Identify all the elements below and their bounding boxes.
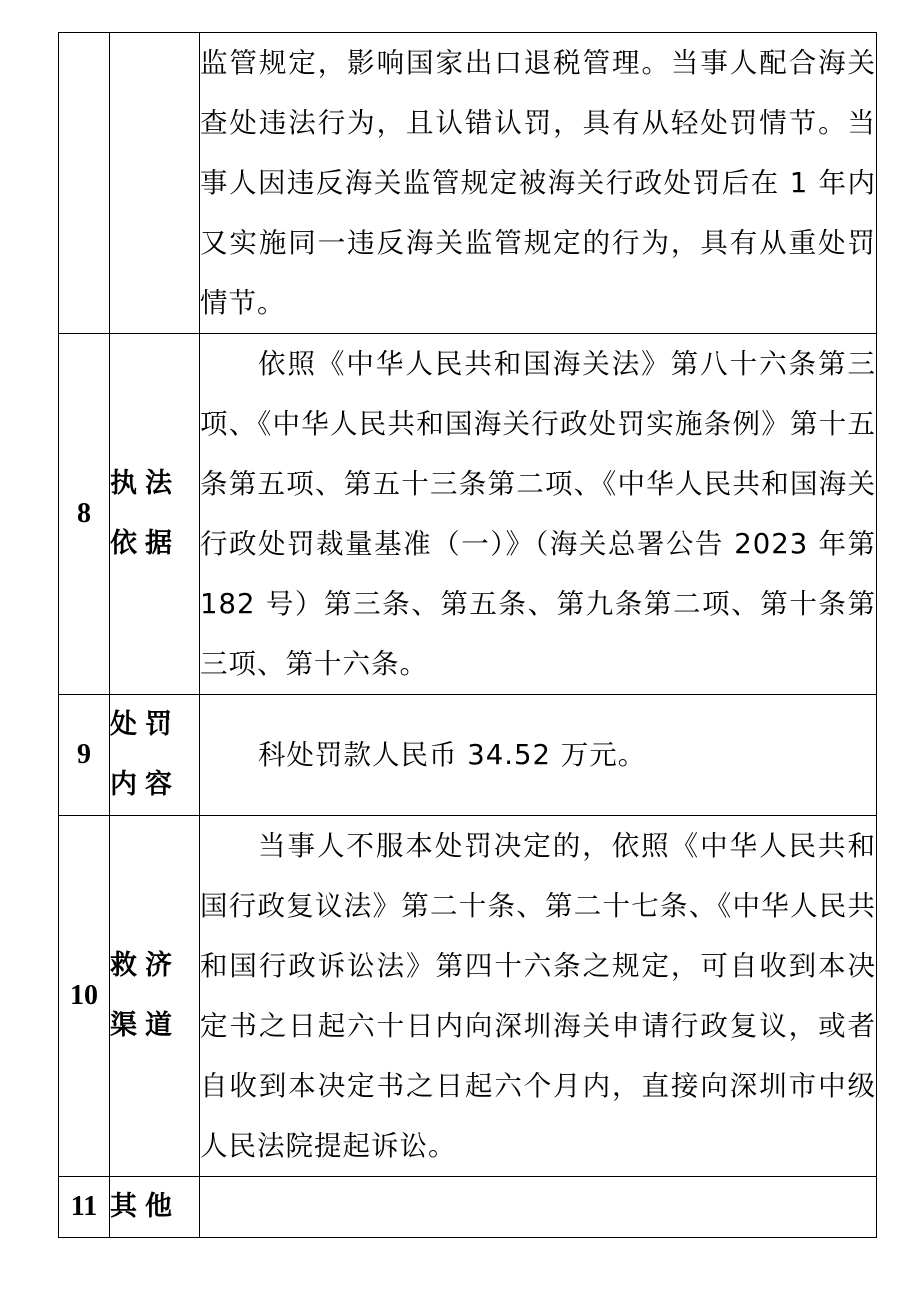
- row-content: 当事人不服本处罚决定的，依照《中华人民共和国行政复议法》第二十条、第二十七条、《中华人民共和国行政诉讼法》第四十六条之规定，可自收到本决定书之日起六十日内向深圳海关申请行政复议，或者自收到本决定书之日起六个月内，直接向深圳市中级人民法院提起诉讼。: [200, 816, 877, 1177]
- table-row-legal-basis: [59, 334, 877, 695]
- table-row-remedy-channel: [59, 816, 877, 1177]
- row-label: [110, 695, 200, 816]
- table-row-continued: [59, 33, 877, 334]
- table-row-other: [59, 1177, 877, 1238]
- row-number: [59, 33, 110, 334]
- row-content: 科处罚款人民币 34.52 万元。: [200, 695, 877, 816]
- row-label-line: 救济: [110, 950, 180, 981]
- row-label-line: 执法: [110, 468, 180, 499]
- row-label-line: 其他: [110, 1191, 180, 1222]
- row-label: [110, 1177, 200, 1238]
- row-label: [110, 33, 200, 334]
- row-number: 8: [59, 334, 110, 695]
- row-content: 监管规定，影响国家出口退税管理。当事人配合海关查处违法行为，且认错认罚，具有从轻处罚情节。当事人因违反海关监管规定被海关行政处罚后在 1 年内又实施同一违反海关监管规定的行为，具有从重处罚情节。: [200, 33, 877, 334]
- row-number: 9: [59, 695, 110, 816]
- row-label-line: 处罚: [110, 709, 180, 740]
- row-number: 10: [59, 816, 110, 1177]
- row-label-line: 内容: [110, 769, 180, 800]
- penalty-decision-table: [58, 32, 877, 1238]
- row-content: 依照《中华人民共和国海关法》第八十六条第三项、《中华人民共和国海关行政处罚实施条例》第十五条第五项、第五十三条第二项、《中华人民共和国海关行政处罚裁量基准（一）》（海关总署公告 2023 年第 182 号）第三条、第五条、第九条第二项、第十条第三项、第十六条。: [200, 334, 877, 695]
- row-label-line: 渠道: [110, 1010, 180, 1041]
- row-number: 11: [59, 1177, 110, 1238]
- table-row-penalty-content: [59, 695, 877, 816]
- row-content: [200, 1177, 877, 1238]
- row-label: [110, 334, 200, 695]
- row-label-line: 依据: [110, 528, 180, 559]
- row-label: [110, 816, 200, 1177]
